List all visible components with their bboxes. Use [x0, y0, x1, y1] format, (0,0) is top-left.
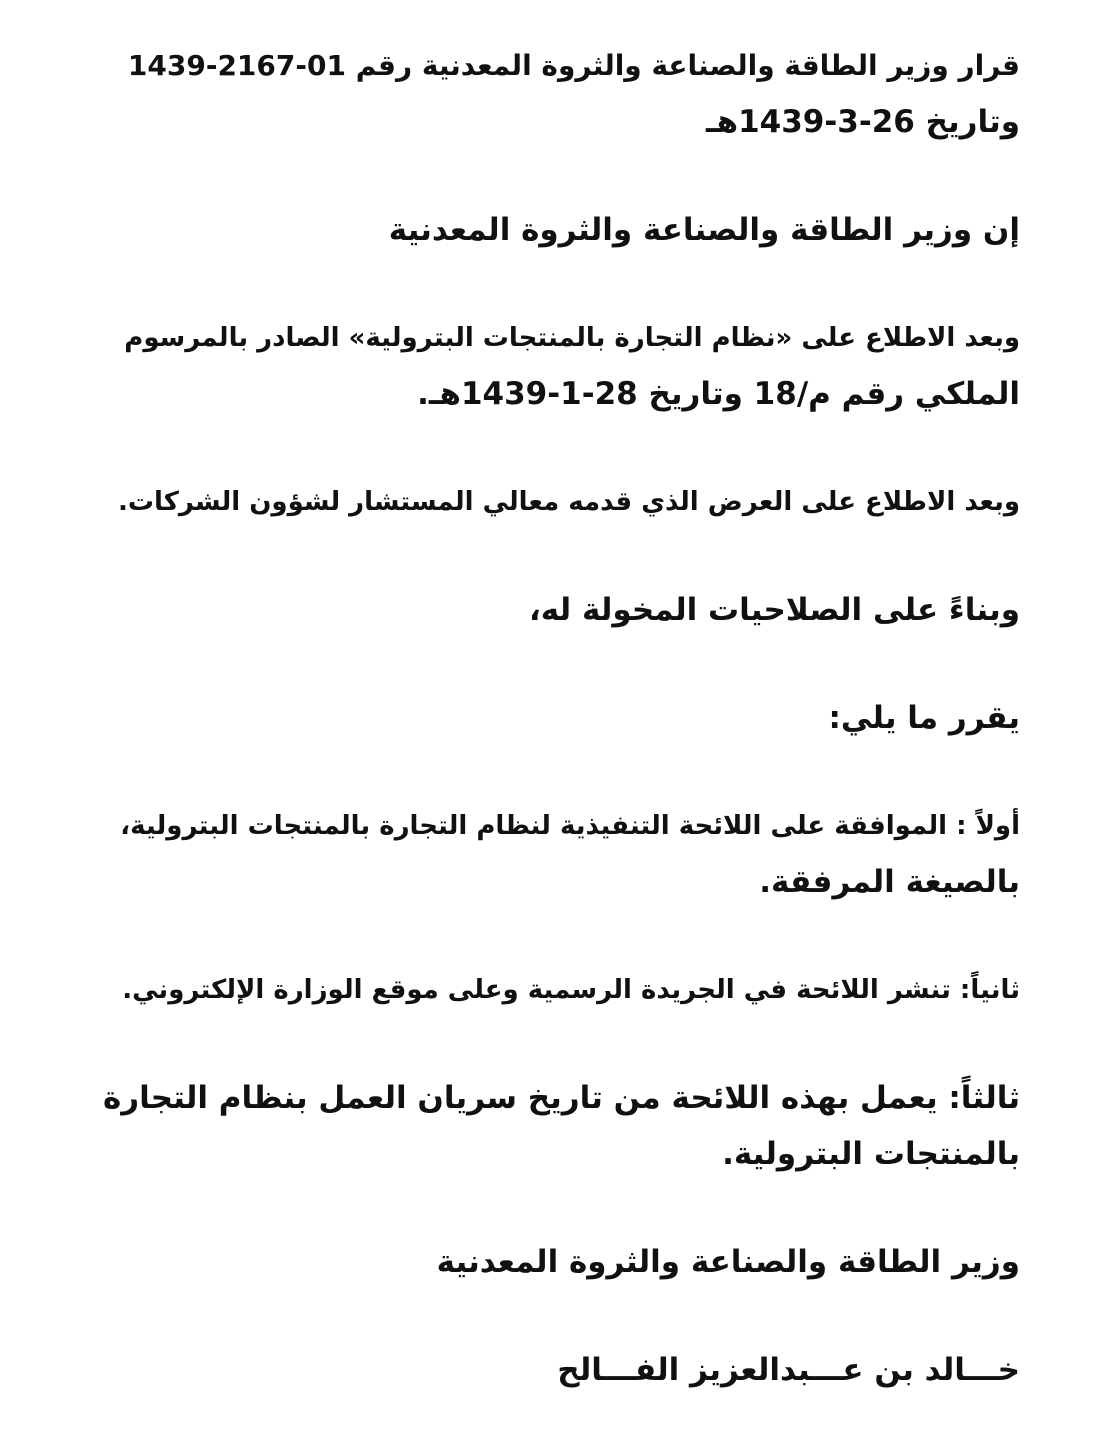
article-2-line: ثانياً: تنشر اللائحة في الجريدة الرسمية وعلى موقع الوزارة الإلكتروني. [122, 975, 1020, 1005]
signatory-name-line: خـــالد بن عـــبدالعزيز الفـــالح [557, 1352, 1020, 1388]
article-1-line-1: أولاً : الموافقة على اللائحة التنفيذية لنظام التجارة بالمنتجات البترولية، [120, 811, 1020, 841]
recital-1 [100, 310, 1020, 422]
article-3-line-2: بالمنتجات البترولية. [722, 1136, 1020, 1172]
decides-heading [100, 690, 1020, 746]
decree-title-line-2: وتاريخ 26-3-1439هـ [705, 104, 1020, 140]
signatory-title-line: وزير الطاقة والصناعة والثروة المعدنية [436, 1244, 1020, 1280]
article-1 [100, 798, 1020, 910]
article-2 [100, 962, 1020, 1018]
decides-line: يقرر ما يلي: [828, 700, 1020, 736]
article-3 [100, 1070, 1020, 1182]
recital-3-line: وبناءً على الصلاحيات المخولة له، [528, 592, 1020, 628]
decree-text [100, 38, 1020, 1398]
decree-title [100, 38, 1020, 150]
recital-2-line: وبعد الاطلاع على العرض الذي قدمه معالي المستشار لشؤون الشركات. [118, 487, 1020, 517]
article-3-line-1: ثالثاً: يعمل بهذه اللائحة من تاريخ سريان العمل بنظام التجارة [102, 1080, 1020, 1116]
signatory-title [100, 1234, 1020, 1290]
article-1-line-2: بالصيغة المرفقة. [759, 864, 1020, 900]
recital-2 [100, 474, 1020, 530]
recital-3 [100, 582, 1020, 638]
recital-1-line-2: الملكي رقم م/18 وتاريخ 28-1-1439هـ. [417, 376, 1020, 412]
decree-title-line-1: قرار وزير الطاقة والصناعة والثروة المعدنية رقم 01-2167-1439 [127, 49, 1020, 82]
preamble-line: إن وزير الطاقة والصناعة والثروة المعدنية [388, 212, 1020, 248]
recital-1-line-1: وبعد الاطلاع على «نظام التجارة بالمنتجات البترولية» الصادر بالمرسوم [124, 323, 1020, 353]
signatory-name [100, 1342, 1020, 1398]
preamble [100, 202, 1020, 258]
